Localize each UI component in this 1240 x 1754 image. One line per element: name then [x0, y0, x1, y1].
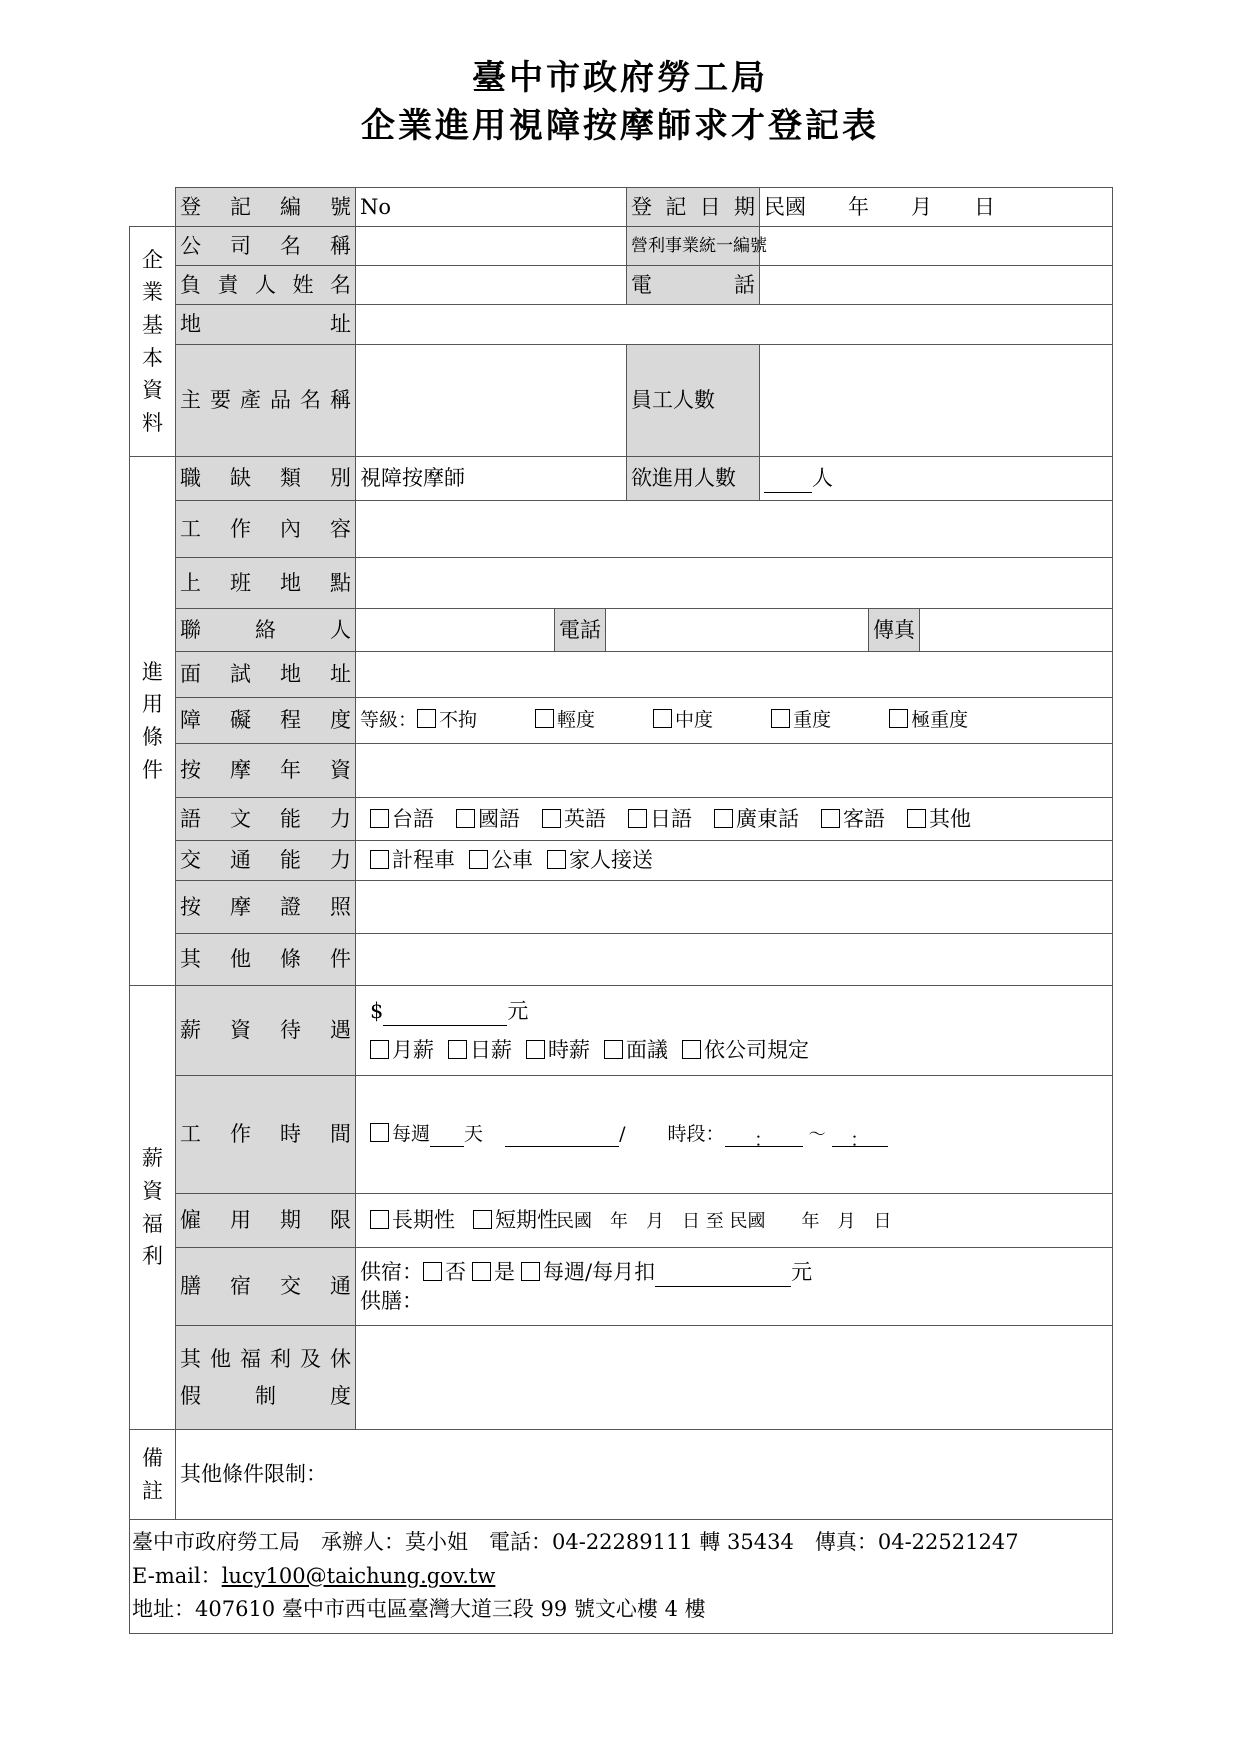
option-label: 計程車	[392, 848, 455, 873]
checkbox[interactable]	[456, 809, 475, 828]
company-phone-label	[627, 266, 760, 305]
massage-years-label	[176, 744, 356, 798]
label-char: 制	[255, 1383, 276, 1408]
checkbox[interactable]	[542, 809, 561, 828]
disability-option[interactable]	[889, 708, 968, 734]
label-char: 班	[230, 570, 251, 595]
label-char: 資	[330, 758, 351, 783]
footer-line-1: 臺中市政府勞工局 承辦人：莫小姐 電話：04-22289111 轉 35434 傳真：04-22521247	[132, 1530, 1019, 1555]
checkbox[interactable]	[547, 850, 566, 869]
label-char: 摩	[230, 894, 251, 919]
label-char: 公	[180, 233, 201, 258]
label-char: 工	[180, 1122, 201, 1147]
label-char: 名	[300, 388, 321, 413]
label-char: 休	[330, 1347, 351, 1372]
email-link[interactable]: lucy100@taichung.gov.tw	[221, 1563, 496, 1588]
label-char: 其	[180, 947, 201, 972]
contact-person-label	[176, 609, 356, 652]
remarks-field[interactable]: 其他條件限制：	[176, 1430, 1113, 1520]
label-char: 日	[699, 194, 721, 219]
salary-option[interactable]	[604, 1036, 668, 1064]
label-char: 膳	[180, 1274, 201, 1299]
lodging-option[interactable]	[521, 1258, 655, 1286]
lodging-label	[176, 1248, 356, 1326]
employment-period-field: 長期性 短期性民國 年 月 日 至 民國 年 月 日	[356, 1194, 1113, 1248]
employees-label: 員工人數	[627, 345, 760, 457]
label-char: 按	[180, 758, 201, 783]
registration-row	[130, 188, 1113, 227]
label-char: 交	[180, 848, 201, 873]
section-side-char: 條	[142, 725, 163, 749]
label-char: 期	[280, 1208, 301, 1233]
company-name-field[interactable]	[356, 227, 627, 266]
label-char: 語	[180, 806, 201, 831]
label-char: 交	[280, 1274, 301, 1299]
disability-option[interactable]	[771, 708, 831, 734]
label-char: 能	[280, 848, 301, 873]
work-location-label	[176, 558, 356, 609]
option-label: 長期性	[392, 1208, 455, 1233]
label-char: 礙	[230, 708, 251, 733]
section-side-char: 利	[142, 1244, 163, 1269]
disability-option[interactable]	[653, 708, 713, 734]
label-char: 號	[330, 194, 351, 219]
label-char: 品	[270, 388, 291, 413]
label-char: 聯	[180, 617, 201, 642]
lodging-field: 供宿： 否 是 每週/每月扣 元 供膳：	[356, 1248, 1113, 1326]
label-char: 條	[280, 947, 301, 972]
label-char: 薪	[180, 1018, 201, 1043]
checkbox[interactable]	[521, 1262, 540, 1281]
section-side-char: 業	[142, 280, 163, 305]
section-side-char: 資	[142, 378, 163, 403]
label-char: 上	[180, 570, 201, 595]
section-remarks	[130, 1430, 176, 1520]
label-char: 能	[280, 806, 301, 831]
disability-level-label	[176, 698, 356, 744]
option-label: 客語	[843, 806, 885, 831]
label-char: 類	[280, 466, 301, 491]
option-label: 短期性	[495, 1208, 558, 1233]
label-char: 他	[210, 1347, 231, 1372]
label-char: 限	[330, 1208, 351, 1233]
footer-address: 地址：407610 臺中市西屯區臺灣大道三段 99 號文心樓 4 樓	[132, 1597, 706, 1622]
tax-id-label: 營利事業統一編號	[627, 227, 760, 266]
headcount-field[interactable]: 人	[760, 457, 1113, 501]
label-char: 職	[180, 466, 201, 491]
label-char: 姓	[292, 272, 314, 297]
label-char: 時	[280, 1122, 301, 1147]
label-char: 照	[330, 894, 351, 919]
language-option[interactable]	[456, 805, 520, 833]
section-side-char: 進	[142, 659, 163, 684]
salary-option[interactable]	[526, 1036, 590, 1064]
checkbox[interactable]	[821, 809, 840, 828]
label-char: 責	[217, 272, 239, 297]
checkbox[interactable]	[448, 1040, 467, 1059]
checkbox[interactable]	[628, 809, 647, 828]
transport-option[interactable]	[370, 846, 455, 874]
checkbox[interactable]	[714, 809, 733, 828]
checkbox[interactable]	[472, 1262, 491, 1281]
label-char: 址	[330, 312, 351, 337]
period-option[interactable]	[370, 1206, 455, 1234]
job-category-label	[176, 457, 356, 501]
option-label: 不拘	[439, 708, 478, 731]
label-char: 要	[210, 388, 231, 413]
label-char: 主	[180, 388, 201, 413]
label-char: 登	[180, 194, 201, 219]
label-char: 證	[280, 894, 301, 919]
option-label: 日語	[650, 806, 692, 831]
label-char: 福	[240, 1347, 261, 1372]
label-char: 力	[330, 806, 351, 831]
registration-date-field[interactable]: 民國 年 月 日	[760, 188, 1113, 227]
label-char: 作	[230, 516, 251, 541]
label-char: 人	[330, 617, 351, 642]
label-char: 工	[180, 516, 201, 541]
work-location-field[interactable]	[356, 558, 1113, 609]
label-char: 地	[280, 662, 301, 687]
salary-amount-blank[interactable]	[383, 1007, 507, 1026]
label-char: 力	[330, 848, 351, 873]
disability-level-options: 等級： 不拘 輕度 中度 重度 極重度	[356, 698, 1113, 744]
company-phone-field[interactable]	[760, 266, 1113, 305]
massage-years-field[interactable]	[356, 744, 1113, 798]
language-option[interactable]	[370, 805, 434, 833]
option-label: 公車	[491, 848, 533, 873]
label-char: 度	[330, 708, 351, 733]
label-char: 宿	[230, 1274, 251, 1299]
label-char: 負	[180, 272, 201, 297]
salary-option[interactable]	[448, 1036, 512, 1064]
products-label	[176, 345, 356, 457]
checkbox[interactable]	[526, 1040, 545, 1059]
label-char: 其	[180, 1347, 201, 1372]
label-char: 名	[280, 233, 301, 258]
label-char: 點	[330, 570, 351, 595]
checkbox[interactable]	[473, 1210, 492, 1229]
label-char: 程	[280, 708, 301, 733]
contact-person-field[interactable]	[356, 609, 555, 651]
section-hiring-conditions	[130, 457, 176, 986]
label-char: 稱	[330, 388, 351, 413]
label-char: 人	[255, 272, 276, 297]
label-char: 絡	[255, 617, 276, 642]
employment-period-label	[176, 1194, 356, 1248]
owner-name-label	[176, 266, 356, 305]
label-char: 作	[230, 1122, 251, 1147]
option-label: 極重度	[911, 708, 969, 731]
salary-option[interactable]	[682, 1036, 809, 1064]
address-field[interactable]	[356, 305, 1113, 345]
benefits-field[interactable]	[356, 1326, 1113, 1430]
job-content-label	[176, 501, 356, 558]
checkbox[interactable]	[653, 709, 672, 728]
checkbox[interactable]	[370, 809, 389, 828]
section-side-char: 註	[142, 1478, 163, 1503]
agency-title: 臺中市政府勞工局	[472, 58, 768, 98]
label-char: 容	[330, 516, 351, 541]
headcount-blank[interactable]	[764, 474, 812, 493]
label-char: 別	[330, 466, 351, 491]
label-char: 電	[631, 272, 652, 297]
section-side-char: 用	[142, 692, 163, 717]
license-field[interactable]	[356, 881, 1113, 934]
option-label: 英語	[564, 806, 606, 831]
contact-phone-label: 電話	[555, 609, 606, 651]
checkbox[interactable]	[423, 1262, 442, 1281]
checkbox[interactable]	[370, 1040, 389, 1059]
label-char: 遇	[330, 1018, 351, 1043]
registration-no-label	[176, 188, 356, 227]
option-label: 輕度	[557, 708, 596, 731]
job-category-field[interactable]: 視障按摩師	[356, 457, 627, 501]
option-label: 中度	[675, 708, 714, 731]
checkbox[interactable]	[469, 850, 488, 869]
language-option[interactable]	[714, 805, 799, 833]
lodging-option[interactable]	[423, 1258, 466, 1286]
benefits-label	[176, 1326, 356, 1430]
form-title: 企業進用視障按摩師求才登記表	[361, 106, 879, 146]
label-char: 年	[280, 758, 301, 783]
checkbox[interactable]	[535, 709, 554, 728]
option-label: 否	[445, 1260, 466, 1285]
meal-label: 供膳：	[360, 1288, 423, 1313]
transport-options	[356, 841, 1113, 881]
weekly-checkbox[interactable]	[370, 1123, 389, 1142]
checkbox[interactable]	[604, 1040, 623, 1059]
end-time-blank[interactable]: ：	[832, 1128, 888, 1147]
label-char: 資	[230, 1018, 251, 1043]
option-label: 依公司規定	[704, 1037, 809, 1062]
label-char: 待	[280, 1018, 301, 1043]
label-char: 摩	[230, 758, 251, 783]
transport-option[interactable]	[547, 846, 653, 874]
company-name-label	[176, 227, 356, 266]
option-label: 家人接送	[569, 848, 653, 873]
label-char: 內	[280, 516, 301, 541]
section-basic-info	[130, 227, 176, 457]
language-options	[356, 798, 1113, 841]
option-label: 面議	[626, 1037, 668, 1062]
transport-label	[176, 841, 356, 881]
hours-blank[interactable]	[505, 1128, 619, 1147]
contact-fax-label: 傳真	[869, 609, 920, 651]
section-side-char: 件	[142, 757, 163, 782]
label-char: 地	[280, 570, 301, 595]
label-char: 僱	[180, 1208, 201, 1233]
salary-label	[176, 986, 356, 1076]
label-char: 通	[330, 1274, 351, 1299]
section-side-char: 料	[142, 410, 163, 435]
other-conditions-label	[176, 934, 356, 986]
label-char: 通	[230, 848, 251, 873]
option-label: 廣東話	[736, 806, 799, 831]
label-char: 記	[230, 194, 251, 219]
contact-row	[356, 609, 1113, 652]
label-char: 用	[230, 1208, 251, 1233]
employees-field[interactable]	[760, 345, 1113, 457]
license-label	[176, 881, 356, 934]
label-char: 址	[330, 662, 351, 687]
option-label: 是	[494, 1260, 515, 1285]
label-char: 地	[180, 312, 201, 337]
label-char: 記	[665, 194, 687, 219]
label-char: 期	[733, 194, 755, 219]
section-pay-benefits	[130, 986, 176, 1430]
section-side-char: 企	[142, 247, 163, 272]
checkbox[interactable]	[889, 709, 908, 728]
language-option[interactable]	[907, 805, 971, 833]
label-char: 產	[240, 388, 261, 413]
language-option[interactable]	[821, 805, 885, 833]
option-label: 國語	[478, 806, 520, 831]
checkbox[interactable]	[370, 1210, 389, 1229]
label-char: 他	[230, 947, 251, 972]
label-char: 登	[631, 194, 652, 219]
label-char: 障	[180, 708, 201, 733]
section-side-char: 資	[142, 1178, 163, 1203]
work-hours-field: 每週 天 / 時段： ： ～ ：	[356, 1076, 1113, 1194]
option-label: 重度	[793, 708, 832, 731]
owner-name-field[interactable]	[356, 266, 627, 305]
option-label: 台語	[392, 806, 434, 831]
start-time-blank[interactable]: ：	[725, 1128, 803, 1147]
label-char: 面	[180, 662, 201, 687]
tax-id-field[interactable]	[760, 227, 1113, 266]
label-char: 及	[300, 1347, 321, 1372]
footer-email-line: E-mail：lucy100@taichung.gov.tw	[132, 1563, 496, 1588]
label-char: 司	[230, 233, 251, 258]
section-side-char: 基	[142, 312, 163, 337]
registration-form	[129, 187, 1113, 1634]
label-char: 缺	[230, 466, 251, 491]
headcount-label: 欲進用人數	[627, 457, 760, 501]
other-conditions-field[interactable]	[356, 934, 1113, 986]
contact-phone-field[interactable]	[606, 609, 869, 651]
job-content-field[interactable]	[356, 501, 1113, 558]
interview-address-field[interactable]	[356, 652, 1113, 698]
option-label: 其他	[929, 806, 971, 831]
checkbox[interactable]	[771, 709, 790, 728]
checkbox[interactable]	[417, 709, 436, 728]
option-label: 時薪	[548, 1037, 590, 1062]
checkbox[interactable]	[907, 809, 926, 828]
label-char: 間	[330, 1122, 351, 1147]
interview-address-label	[176, 652, 356, 698]
label-char: 編	[280, 194, 301, 219]
label-char: 按	[180, 894, 201, 919]
language-option[interactable]	[542, 805, 606, 833]
deduction-blank[interactable]	[655, 1268, 791, 1287]
label-char: 話	[734, 272, 755, 297]
section-side-char: 備	[142, 1445, 163, 1470]
label-char: 假	[180, 1383, 201, 1408]
label-char: 名	[330, 272, 351, 297]
checkbox[interactable]	[370, 850, 389, 869]
registration-date-label	[627, 188, 760, 227]
section-side-char: 福	[142, 1211, 163, 1236]
disability-option[interactable]	[417, 708, 477, 734]
option-label: 每週/每月扣	[543, 1260, 656, 1285]
language-option[interactable]	[628, 805, 692, 833]
option-label: 月薪	[392, 1037, 434, 1062]
checkbox[interactable]	[682, 1040, 701, 1059]
salary-field: $ 元 月薪 日薪 時薪 面議 依公司規定	[356, 986, 1113, 1076]
option-label: 日薪	[470, 1037, 512, 1062]
label-char: 件	[330, 947, 351, 972]
footer-contact	[130, 1520, 1113, 1634]
lodging-option[interactable]	[472, 1258, 515, 1286]
salary-option[interactable]	[370, 1036, 434, 1064]
transport-option[interactable]	[469, 846, 533, 874]
label-char: 稱	[330, 233, 351, 258]
days-blank[interactable]	[430, 1128, 464, 1147]
work-hours-label	[176, 1076, 356, 1194]
label-char: 度	[330, 1383, 351, 1408]
products-field[interactable]	[356, 345, 627, 457]
disability-option[interactable]	[535, 708, 595, 734]
label-char: 試	[230, 662, 251, 687]
label-char: 利	[270, 1347, 291, 1372]
label-char: 文	[230, 806, 251, 831]
contact-fax-field[interactable]	[920, 609, 1112, 651]
period-option[interactable]	[473, 1206, 558, 1234]
section-side-char: 本	[142, 345, 163, 370]
section-side-char: 薪	[142, 1146, 163, 1171]
registration-no-field[interactable]: No	[356, 188, 627, 227]
address-label	[176, 305, 356, 345]
language-label	[176, 798, 356, 841]
